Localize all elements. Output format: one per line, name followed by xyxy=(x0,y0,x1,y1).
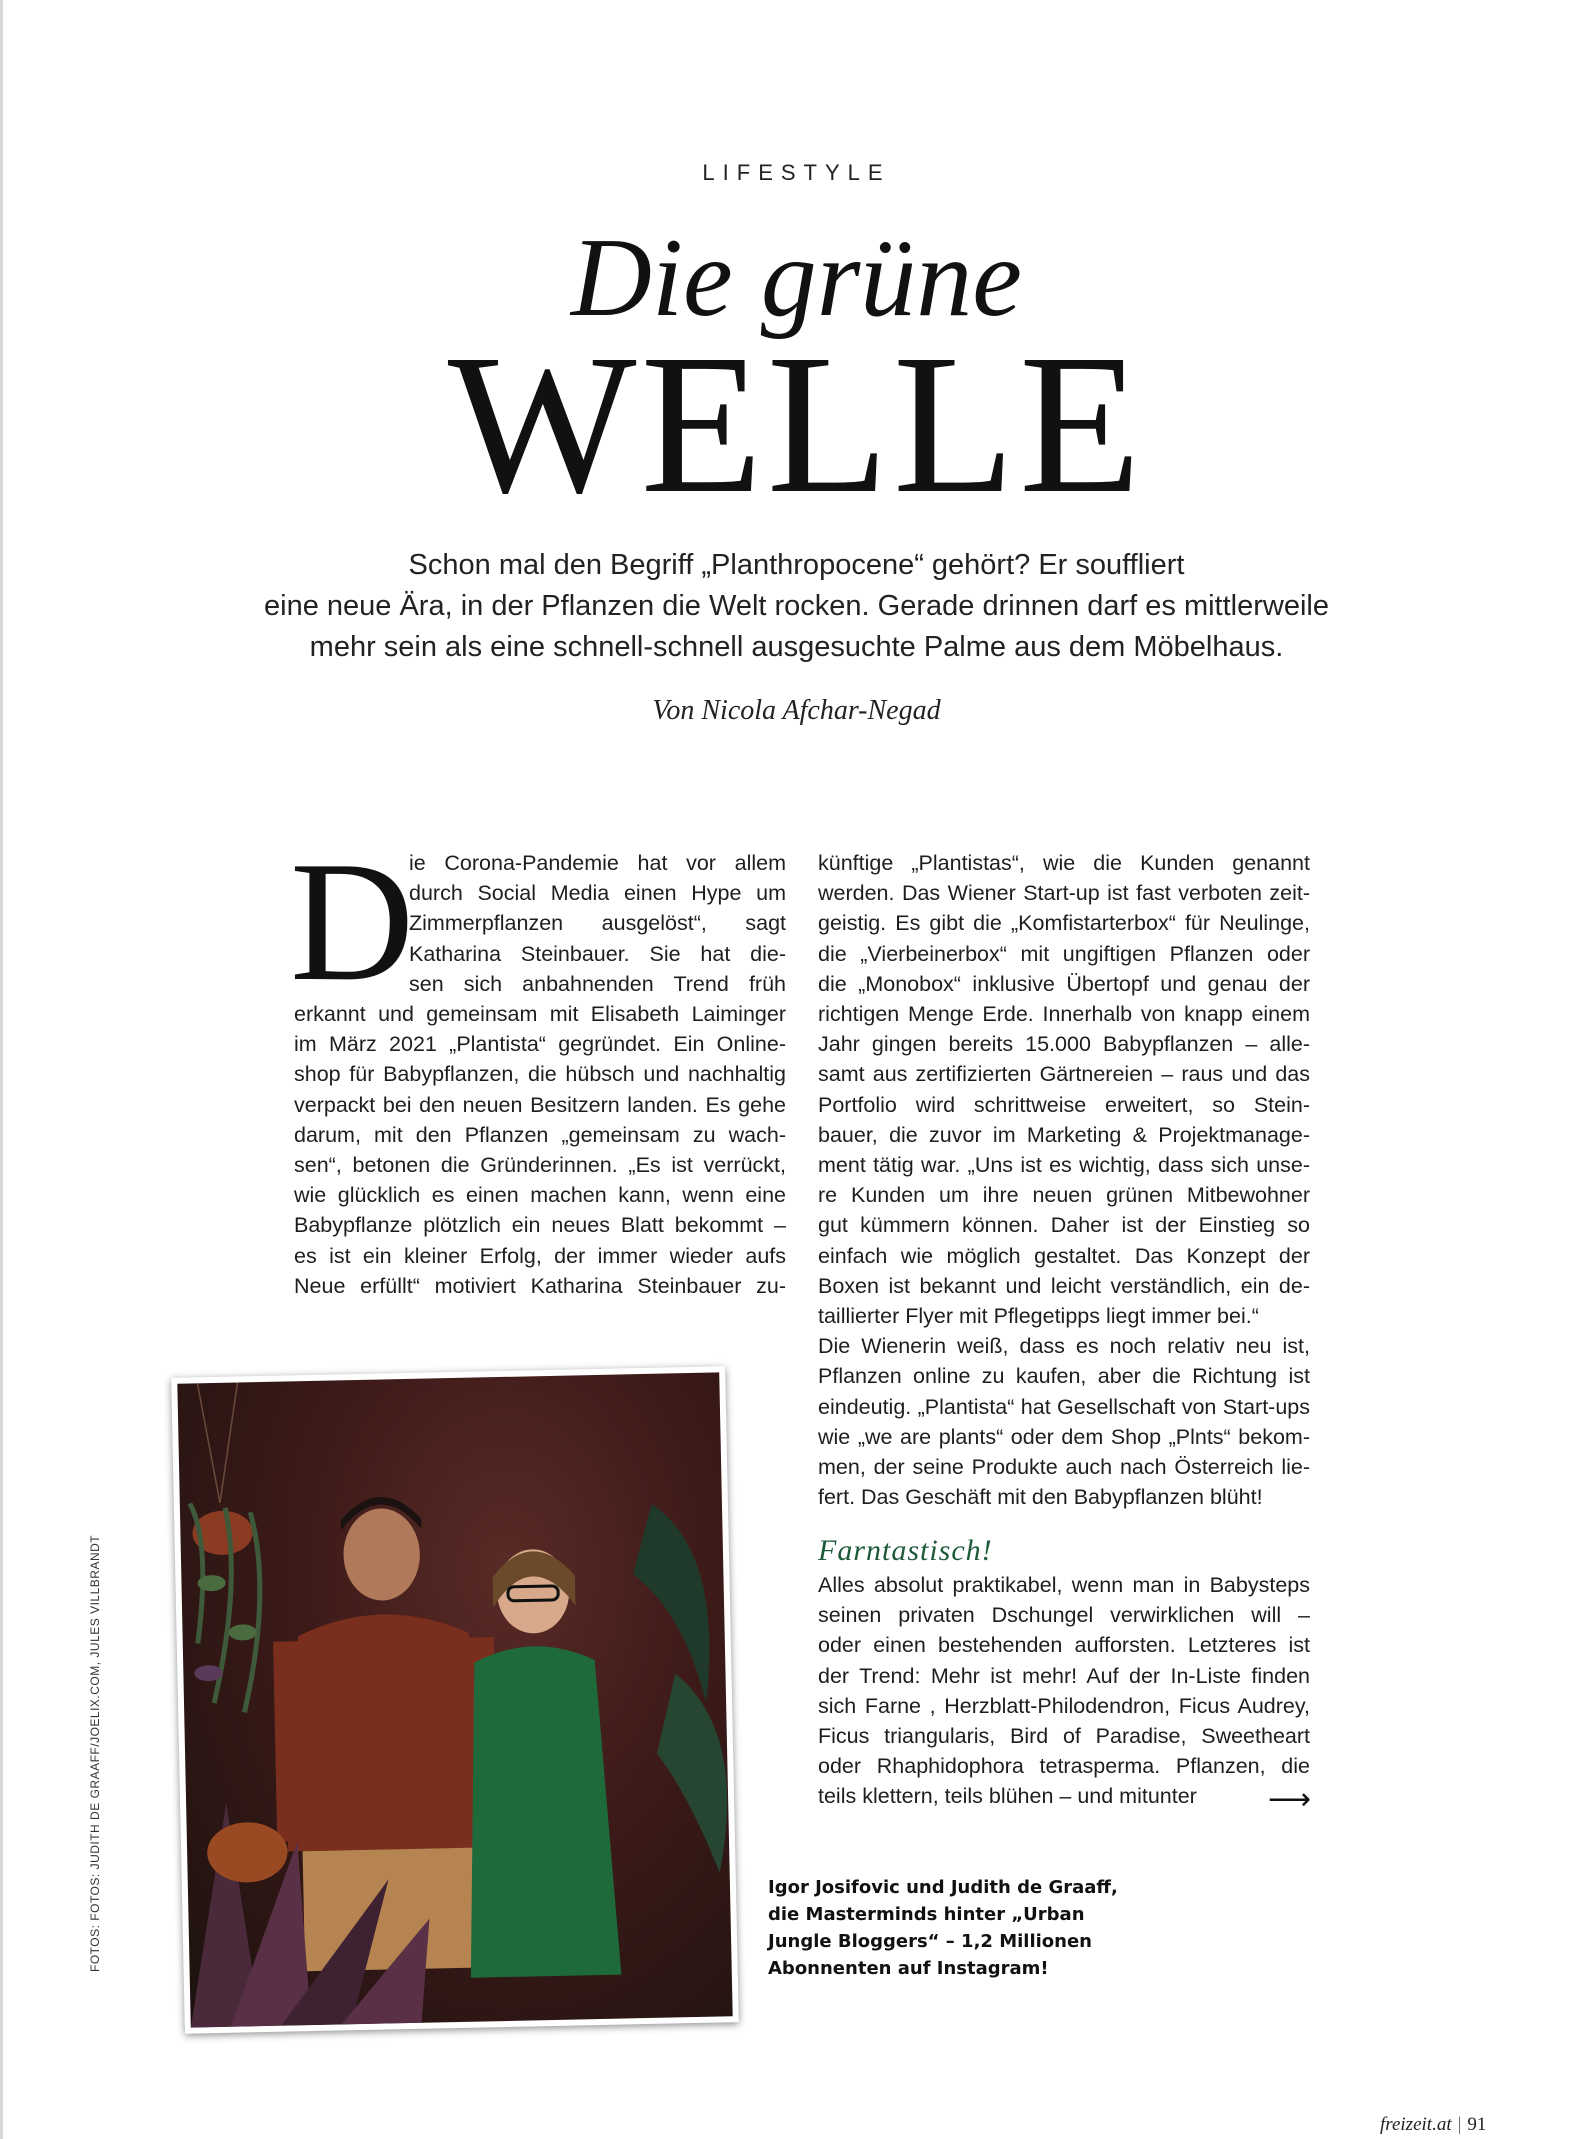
text-line: Zimmerpflanzen ausgelöst“, sagt xyxy=(409,911,786,936)
text-line: seinen privaten Dschungel verwirklichen will – xyxy=(818,1603,1310,1628)
text-line: gut kümmern können. Daher ist der Einstieg so xyxy=(818,1213,1310,1238)
text-line: die „Monobox“ inklusive Übertopf und genau der xyxy=(818,971,1310,996)
lead-paragraph xyxy=(200,545,1393,668)
photo-frame xyxy=(171,1366,739,2033)
text-line: ment tätig war. „Uns ist es wichtig, dass sich unse- xyxy=(818,1153,1310,1178)
text-line: Pflanzen online zu kaufen, aber die Richtung ist xyxy=(818,1364,1310,1389)
headline-line1: Die grüne xyxy=(570,216,1022,340)
text-line: shop für Babypflanzen, die hübsch und nachhaltig xyxy=(294,1062,786,1087)
byline: Von Nicola Afchar-Negad xyxy=(652,695,941,726)
headline-line2: WELLE xyxy=(447,314,1146,535)
arrow-right-icon: ⟶ xyxy=(1268,1782,1312,1817)
text-line: einfach wie möglich gestaltet. Das Konzept der xyxy=(818,1243,1310,1268)
text-line: samt aus zertifizierten Gärtnereien – raus und das xyxy=(818,1062,1310,1087)
text-line: durch Social Media einen Hype um xyxy=(409,881,786,906)
text-line: fert. Das Geschäft mit den Babypflanzen blüht! xyxy=(818,1485,1263,1510)
text-line: sen sich anbahnenden Trend früh xyxy=(409,971,786,996)
footer-brand[interactable]: freizeit.at xyxy=(1380,2114,1452,2135)
text-line: darum, mit den Pflanzen „gemeinsam zu wach- xyxy=(294,1122,786,1147)
text-line: ie Corona-Pandemie hat vor allem xyxy=(409,851,786,875)
text-line: der Trend: Mehr ist mehr! Auf der In-Liste finden xyxy=(818,1663,1310,1688)
photo-caption xyxy=(768,1874,1148,1982)
page-footer xyxy=(1380,2114,1486,2136)
text-line: Babypflanze plötzlich ein neues Blatt bekommt – xyxy=(294,1213,786,1238)
text-line: verpackt bei den neuen Besitzern landen. Es gehe xyxy=(294,1092,786,1117)
text-line: im März 2021 „Plantista“ gegründet. Ein Online- xyxy=(294,1032,786,1057)
text-line: taillierter Flyer mit Pflegetipps liegt immer bei.“ xyxy=(818,1304,1259,1329)
text-line: wie „we are plants“ oder dem Shop „Plnts“ bekom- xyxy=(818,1424,1310,1449)
text-line: Jahr gingen bereits 15.000 Babypflanzen – alle- xyxy=(818,1032,1310,1057)
text-line: sich Farne , Herzblatt-Philodendron, Ficus Audrey, xyxy=(818,1693,1310,1718)
text-line: teils klettern, teils blühen – und mitunter xyxy=(818,1784,1197,1809)
text-line: erkannt und gemeinsam mit Elisabeth Laiminger xyxy=(294,1002,786,1027)
caption-line: Igor Josifovic und Judith de Graaff, xyxy=(768,1877,1118,1898)
text-line: eindeutig. „Plantista“ hat Gesellschaft von Start-ups xyxy=(818,1394,1310,1419)
page-number: 91 xyxy=(1467,2114,1487,2135)
text-line: die „Vierbeinerbox“ mit ungiftigen Pflanzen oder xyxy=(818,941,1310,966)
photo-credit: FOTOS: FOTOS: JUDITH DE GRAAFF/JOELIX.COM, JULES VILLBRANDT xyxy=(88,1534,102,1972)
text-line: richtigen Menge Erde. Innerhalb von knapp einem xyxy=(818,1002,1310,1027)
text-line: wie glücklich es einen machen kann, wenn eine xyxy=(294,1183,786,1208)
text-line: oder einen bestehenden aufforsten. Letzteres ist xyxy=(818,1633,1310,1658)
portrait-photo xyxy=(177,1372,732,2027)
text-line: künftige „Plantistas“, wie die Kunden genannt xyxy=(818,851,1310,875)
photo-illustration xyxy=(177,1372,732,2027)
text-line: oder Rhaphidophora tetrasperma. Pflanzen, die xyxy=(818,1754,1310,1779)
text-line: Alles absolut praktikabel, wenn man in Babysteps xyxy=(818,1573,1310,1597)
text-line: Neue erfüllt“ motiviert Katharina Steinbauer zu- xyxy=(294,1273,786,1298)
article-column-2-continued xyxy=(818,1570,1310,1812)
lead-line: eine neue Ära, in der Pflanzen die Welt rocken. Gerade drinnen darf es mittlerweile xyxy=(264,590,1329,622)
subheading: Farntastisch! xyxy=(818,1534,993,1567)
text-line: men, der seine Produkte auch nach Österreich lie- xyxy=(818,1455,1310,1480)
lead-line: Schon mal den Begriff „Planthropocene“ gehört? Er souffliert xyxy=(408,549,1185,581)
text-line: es ist ein kleiner Erfolg, der immer wieder aufs xyxy=(294,1243,786,1268)
footer-separator: | xyxy=(1457,2114,1462,2135)
text-line: Ficus triangularis, Bird of Paradise, Sweetheart xyxy=(818,1724,1310,1749)
article-column-1 xyxy=(294,848,786,1301)
text-line: Katharina Steinbauer. Sie hat die- xyxy=(409,941,786,966)
section-label: LIFESTYLE xyxy=(702,160,891,185)
text-line: werden. Das Wiener Start-up ist fast verboten zeit- xyxy=(818,881,1310,906)
lead-line: mehr sein als eine schnell-schnell ausgesuchte Palme aus dem Möbelhaus. xyxy=(309,631,1284,663)
article-column-2 xyxy=(818,848,1310,1512)
text-line: Portfolio wird schrittweise erweitert, so Stein- xyxy=(818,1092,1310,1117)
caption-line: Jungle Bloggers“ – 1,2 Millionen xyxy=(768,1931,1092,1952)
caption-line: Abonnenten auf Instagram! xyxy=(768,1958,1049,1979)
text-line: bauer, die zuvor im Marketing & Projektmanage- xyxy=(818,1122,1310,1147)
text-line: geistig. Es gibt die „Komfistarterbox“ für Neulinge, xyxy=(818,911,1310,936)
photo-credit-wrap xyxy=(88,1534,108,1982)
text-line: sen“, betonen die Gründerinnen. „Es ist verrückt, xyxy=(294,1153,786,1178)
caption-line: die Masterminds hinter „Urban xyxy=(768,1904,1085,1925)
drop-cap: D xyxy=(290,827,415,1017)
text-line: Boxen ist bekannt und leicht verständlich, ein de- xyxy=(818,1273,1310,1298)
text-line: Die Wienerin weiß, dass es noch relativ neu ist, xyxy=(818,1334,1310,1359)
text-line: re Kunden um ihre neuen grünen Mitbewohner xyxy=(818,1183,1310,1208)
